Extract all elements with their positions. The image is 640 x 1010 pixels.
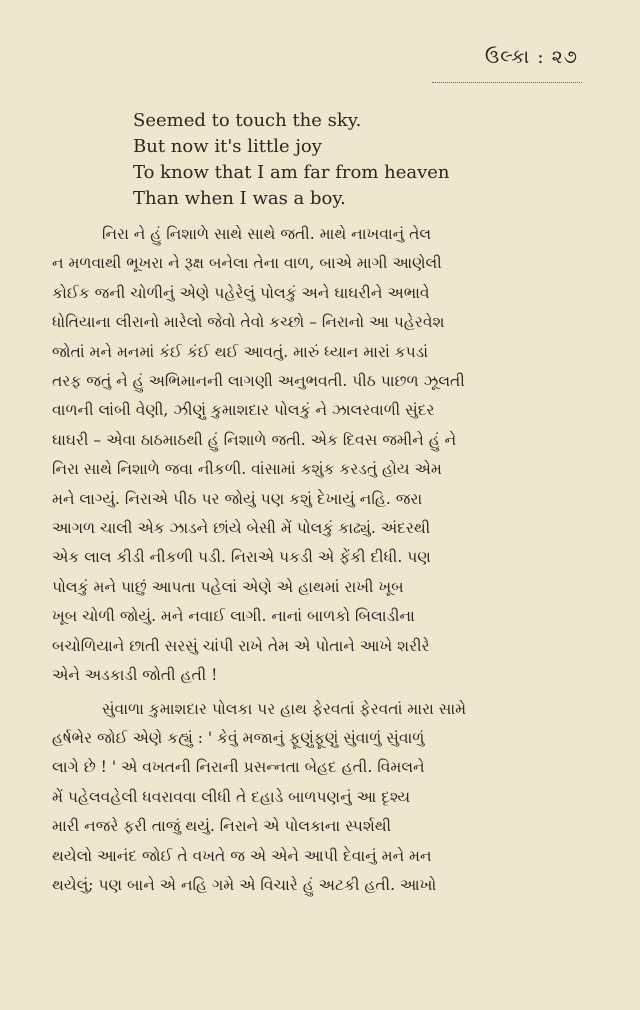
poem-line: To know that I am far from heaven (133, 162, 450, 183)
text-line: મેં પહેલવહેલી ધવરાવવા લીધી તે દહાડે બાળપણનું આ દૃશ્ય (52, 787, 411, 806)
text-line: તરફ જતું ને હું અભિમાનની લાગણી અનુભવતી. પીઠ પાછળ ઝૂલતી (52, 372, 465, 391)
text-line: ધોતિયાના લીરાનો મારેલો જેવો તેવો કચ્છો – નિરાનો આ પહેરવેશ (52, 313, 445, 332)
text-line: લાગે છે ! ' એ વખતની નિરાની પ્રસન્નતા બેહદ હતી. વિમલને (52, 758, 425, 777)
text-line: મારી નજરે ફરી તાજું થયું. નિરાને એ પોલકાના સ્પર્શથી (52, 817, 392, 836)
text-line: હર્ષભેર જોઈ એણે કહ્યું : ' કેવું મજાનું ફૂણુંફૂણું સુંવાળું સુંવાળું (52, 728, 425, 747)
text-line: બચોળિયાને છાતી સરસું ચાંપી રાખે તેમ એ પોતાને આખે શરીરે (52, 636, 430, 655)
text-line: થયેલો આનંદ જોઈ તે વખતે જ એ એને આપી દેવાનું મને મન (52, 846, 432, 865)
paragraph-1 (52, 220, 588, 691)
text-line: પોલકું મને પાછું આપતા પહેલાં એણે એ હાથમાં રાખી ખૂબ (52, 577, 404, 596)
text-line: ખૂબ ચોળી જોયું. મને નવાઈ લાગી. નાનાં બાળકો બિલાડીના (52, 607, 415, 626)
text-line: ઘાઘરી – એવા ઠાઠમાઠથી હું નિશાળે જતી. એક દિવસ જમીને હું ને (52, 430, 457, 449)
text-line: એને અડકાડી જોતી હતી ! (52, 666, 218, 685)
body-text (52, 220, 588, 900)
text-line: જોતાં મને મનમાં કંઈ કંઈ થઈ આવતું. મારું ધ્યાન મારાં કપડાં (52, 342, 428, 361)
running-header: ઉલ્કા : ૨૭ (484, 46, 578, 68)
paragraph-2 (52, 695, 588, 901)
header-underline (432, 76, 582, 83)
text-line: આગળ ચાલી એક ઝાડને છાંયે બેસી મેં પોલકું કાઢ્યું. અંદરથી (52, 519, 431, 538)
text-line: કોઈક જની ચોળીનું એણે પહેરેલું પોલકું અને ઘાઘરીને અભાવે (52, 283, 430, 302)
poem-line: Than when I was a boy. (133, 188, 346, 209)
text-line: થયેલું; પણ બાને એ નહિ ગમે એ વિચારે હું અટકી હતી. આખો (52, 875, 437, 894)
poem-stanza (133, 108, 450, 212)
poem-line: Seemed to touch the sky. (133, 110, 362, 131)
text-line: મને લાગ્યું. નિરાએ પીઠ પર જોયું પણ કશું દેખાયું નહિ. જરા (52, 489, 423, 508)
text-line: સુંવાળા કુમાશદાર પોલકા પર હાથ ફેરવતાં ફેરવતાં મારા સામે (102, 699, 467, 718)
text-line: નિરા ને હું નિશાળે સાથે સાથે જતી. માથે નાખવાનું તેલ (102, 225, 432, 243)
text-line: વાળની લાંબી વેણી, ઝીણું કુમાશદાર પોલકું ને ઝાલરવાળી સુંદર (52, 401, 435, 420)
text-line: એક લાલ કીડી નીકળી પડી. નિરાએ પકડી એ ફેંકી દીધી. પણ (52, 548, 431, 567)
text-line: ન મળવાથી ભૂખરા ને રૂક્ષ બનેલા તેના વાળ, બાએ માગી આણેલી (52, 254, 442, 273)
poem-line: But now it's little joy (133, 136, 322, 157)
text-line: નિરા સાથે નિશાળે જવા નીકળી. વાંસામાં કશુંક કરડતું હોય એમ (52, 460, 442, 479)
